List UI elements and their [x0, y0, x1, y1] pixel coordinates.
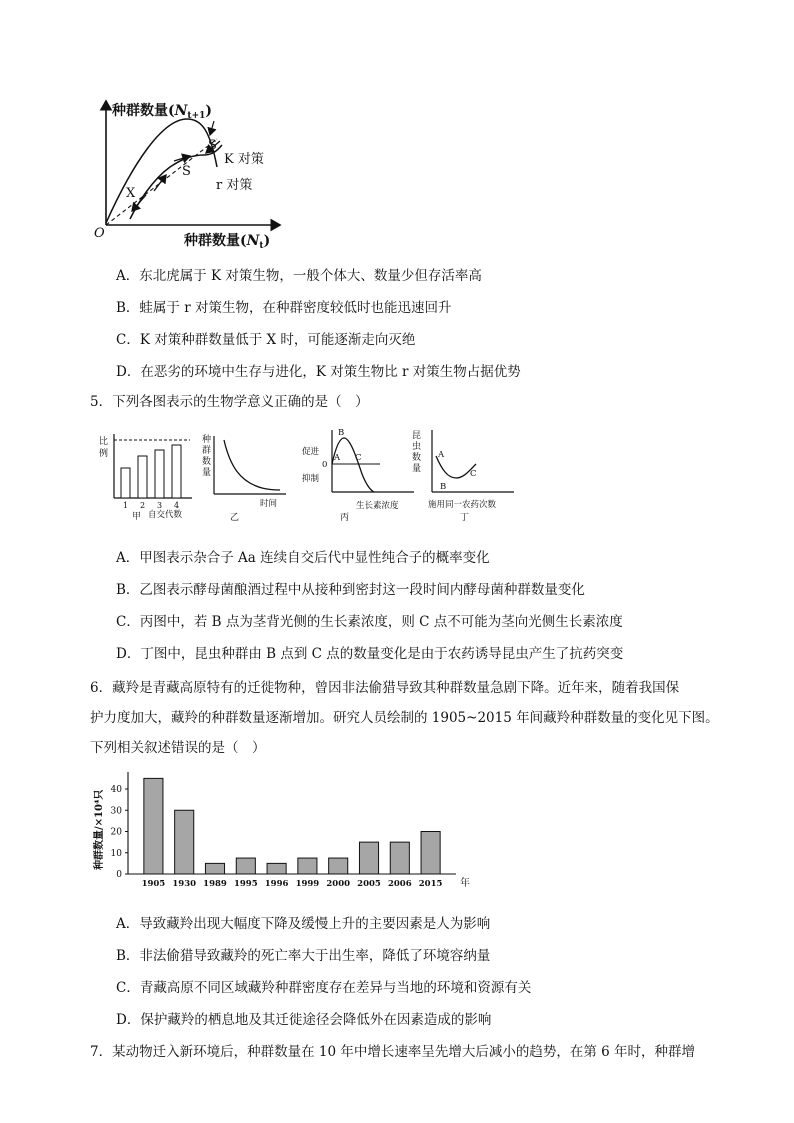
- yi-ylabel: 量: [202, 468, 212, 478]
- tibetan-antelope-bar-chart: [88, 762, 478, 889]
- k-r-strategy-figure: [92, 95, 292, 255]
- yi-xlabel: 时间: [260, 499, 278, 509]
- chart-x-tick-label: 1999: [295, 879, 320, 889]
- bing-zero: 0: [322, 460, 328, 470]
- arrow-x-up: [154, 175, 166, 191]
- q4-option-b: B．蛙属于 r 对策生物，在种群密度较低时也能迅速回升: [116, 300, 452, 316]
- chart-x-tick-label: 1989: [203, 879, 227, 889]
- ding-ylabel: 量: [412, 464, 422, 474]
- bing-xlabel: 生长素浓度: [356, 501, 399, 511]
- label-x: X: [126, 186, 136, 201]
- arrow-upper-s: [210, 121, 214, 135]
- q7-stem-line1: 7．某动物迁入新环境后，种群数量在 10 年中增长速率呈先增大后减小的趋势，在第 6 年时，种群增: [90, 1044, 696, 1060]
- q6-stem-line3: 下列相关叙述错误的是（ ）: [90, 740, 266, 756]
- q4-option-d: D．在恶劣的环境中生存与进化，K 对策生物比 r 对策生物占据优势: [116, 364, 521, 380]
- q5-option-a: A．甲图表示杂合子 Aa 连续自交后代中显性纯合子的概率变化: [116, 550, 490, 566]
- ding-point-a: A: [438, 450, 445, 460]
- bing-point-a: A: [334, 453, 341, 463]
- yi-name: 乙: [230, 513, 240, 523]
- bing-curve: [332, 438, 374, 492]
- q6-option-c: C．青藏高原不同区域藏羚种群密度存在差异与当地的环境和资源有关: [116, 980, 532, 996]
- q5-option-d: D．丁图中，昆虫种群由 B 点到 C 点的数量变化是由于农药诱导昆虫产生了抗药突变: [116, 646, 624, 662]
- q5-option-c: C．丙图中，若 B 点为茎背光侧的生长素浓度，则 C 点不可能为茎向光侧生长素浓度: [116, 614, 623, 630]
- chart-y-tick-label: 0: [116, 870, 122, 880]
- jia-bar: [155, 450, 164, 498]
- figure-bing: [300, 426, 420, 522]
- chart-x-tick-label: 2015: [418, 879, 443, 889]
- figure-ding: [410, 426, 520, 522]
- bing-promote: 促进: [302, 447, 320, 457]
- yi-ylabel: 数: [202, 457, 212, 467]
- q4-option-c: C．K 对策种群数量低于 X 时，可能逐渐走向灭绝: [116, 332, 416, 348]
- jia-bar: [121, 468, 130, 498]
- chart-x-tick-label: 2000: [326, 879, 351, 889]
- chart-y-tick-label: 30: [110, 806, 122, 817]
- chart-bar: [390, 842, 409, 874]
- jia-tick: 3: [157, 501, 163, 510]
- r-strategy-curve: [106, 119, 217, 223]
- q6-stem-line1: 6．藏羚是青藏高原特有的迁徙物种，曾因非法偷猎导致其种群数量急剧下降。近年来，随着我国保: [90, 680, 680, 696]
- bing-point-b: B: [338, 428, 345, 438]
- jia-xlabel: 自交代数: [148, 510, 183, 520]
- chart-bar: [144, 778, 163, 874]
- bing-inhibit: 抑制: [302, 474, 320, 484]
- ding-ylabel: 昆: [412, 431, 422, 441]
- chart-x-tick-label: 2006: [387, 879, 412, 889]
- label-upper-s: S: [208, 138, 217, 153]
- jia-ylabel-2: 例: [99, 449, 109, 459]
- jia-ylabel-1: 比: [99, 437, 109, 447]
- chart-y-label: 种群数量/×10⁴只: [94, 789, 105, 870]
- q4-option-a: A．东北虎属于 K 对策生物，一般个体大、数量少但存活率高: [116, 268, 482, 284]
- k-strategy-curve: [130, 145, 222, 219]
- q5-stem: 5．下列各图表示的生物学意义正确的是（ ）: [90, 394, 369, 410]
- yi-ylabel: 种: [202, 435, 212, 445]
- chart-y-tick-label: 20: [110, 827, 122, 838]
- bing-point-c: C: [355, 453, 362, 463]
- label-k-strategy: K 对策: [224, 152, 264, 167]
- chart-y-tick-label: 40: [110, 785, 122, 795]
- chart-x-tick-label: 2005: [357, 879, 381, 889]
- yi-curve: [224, 440, 280, 490]
- chart-bar: [236, 858, 255, 874]
- ding-ylabel: 虫: [412, 442, 422, 452]
- ding-name: 丁: [460, 513, 470, 523]
- jia-bar: [172, 445, 181, 498]
- chart-bar: [359, 842, 378, 874]
- label-lower-s: S: [182, 164, 191, 179]
- chart-x-tick-label: 1930: [172, 879, 197, 889]
- ding-xlabel: 施用同一农药次数: [428, 500, 497, 510]
- chart-bar: [421, 832, 440, 875]
- chart-bar: [298, 858, 317, 874]
- ding-point-b: B: [440, 482, 447, 492]
- chart-bar: [175, 810, 194, 874]
- chart-x-tick-label: 1995: [233, 879, 258, 889]
- jia-name: 甲: [132, 512, 142, 522]
- q5-option-b: B．乙图表示酵母菌酿酒过程中从接种到密封这一段时间内酵母菌种群数量变化: [116, 582, 585, 598]
- origin-label: O: [94, 226, 105, 241]
- label-r-strategy: r 对策: [216, 178, 253, 193]
- chart-x-tick-label: 1996: [264, 879, 289, 889]
- ding-ylabel: 数: [412, 453, 422, 463]
- chart-x-tick-label: 1905: [141, 879, 166, 889]
- figure-jia: [96, 428, 196, 520]
- chart-bar: [205, 863, 224, 874]
- bing-name: 丙: [340, 513, 350, 523]
- chart-x-label: 年: [460, 878, 470, 889]
- q6-option-a: A．导致藏羚出现大幅度下降及缓慢上升的主要因素是人为影响: [116, 916, 491, 932]
- q6-stem-line2: 护力度加大，藏羚的种群数量逐渐增加。研究人员绘制的 1905~2015 年间藏羚种群数量的变化见下图。: [90, 710, 719, 726]
- jia-bar: [138, 456, 147, 498]
- chart-y-tick-label: 10: [110, 848, 122, 859]
- yi-ylabel: 群: [202, 446, 212, 456]
- chart-bar: [329, 858, 348, 874]
- q6-option-d: D．保护藏羚的栖息地及其迁徙途径会降低外在因素造成的影响: [116, 1012, 492, 1028]
- jia-tick: 1: [123, 501, 129, 510]
- q6-option-b: B．非法偷猎导致藏羚的死亡率大于出生率，降低了环境容纳量: [116, 948, 491, 964]
- figure-yi: [200, 430, 290, 522]
- jia-tick: 4: [174, 501, 180, 510]
- y-axis-label: 种群数量$(N_{t+1})$: [112, 103, 213, 121]
- ding-point-c: C: [470, 469, 477, 479]
- jia-tick: 2: [140, 501, 146, 510]
- chart-bar: [267, 863, 286, 874]
- x-axis-label: 种群数量$(N_t)$: [184, 233, 271, 251]
